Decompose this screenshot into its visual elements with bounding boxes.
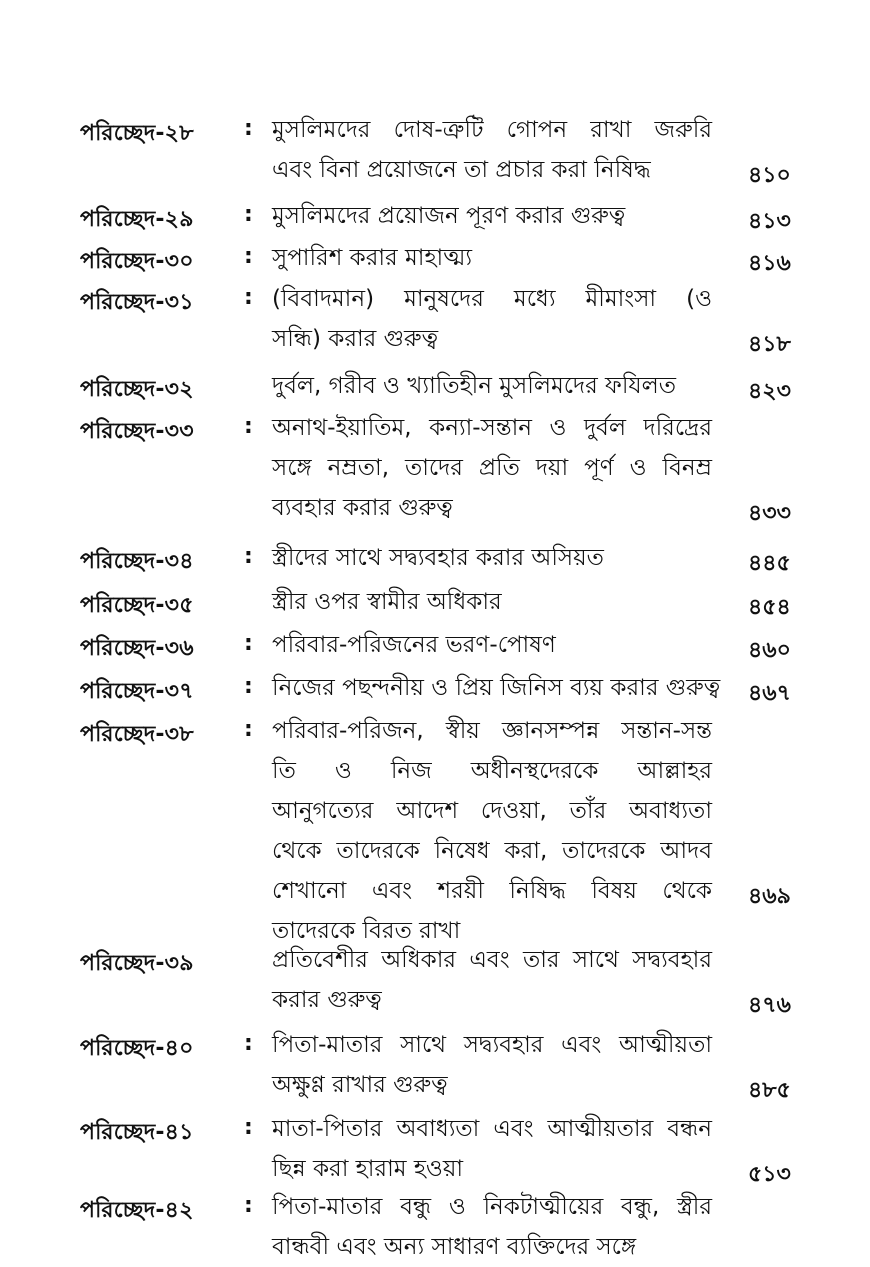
chapter-label: পরিচ্ছেদ-৩৫ bbox=[80, 593, 194, 618]
chapter-label: পরিচ্ছেদ-৩৪ bbox=[80, 549, 194, 574]
page-number: ৪৫৪ bbox=[748, 595, 791, 620]
chapter-title bbox=[272, 1025, 712, 1105]
chapter-title-line: (বিবাদমান) মানুষদের মধ্যে মীমাংসা (ও bbox=[272, 286, 712, 312]
chapter-title bbox=[272, 668, 721, 708]
separator-colon: : bbox=[244, 244, 253, 269]
chapter-title-line: করার গুরুত্ব bbox=[272, 987, 382, 1013]
chapter-title-line: নিজের পছন্দনীয় ও প্রিয় জিনিস ব্যয় করার গুরুত্ব bbox=[272, 675, 721, 701]
chapter-title-line: পিতা-মাতার বন্ধু ও নিকটাত্মীয়ের বন্ধু, স্ত্রীর bbox=[272, 1194, 712, 1220]
chapter-title bbox=[272, 625, 712, 665]
chapter-title-line: স্ত্রীর ওপর স্বামীর অধিকার bbox=[272, 589, 502, 615]
chapter-title-line: অনাথ-ইয়াতিম, কন্যা-সন্তান ও দুর্বল দরিদ্রের bbox=[272, 415, 712, 441]
chapter-title-line: বান্ধবী এবং অন্য সাধারণ ব্যক্তিদের সঙ্গে bbox=[272, 1234, 637, 1260]
page-number: ৪৮৫ bbox=[748, 1078, 791, 1103]
separator-colon: : bbox=[244, 631, 253, 656]
page-number: ৪৭৬ bbox=[748, 993, 791, 1018]
chapter-title-line: অক্ষুণ্ণ রাখার গুরুত্ব bbox=[272, 1072, 448, 1098]
chapter-title-line: সঙ্গে নম্রতা, তাদের প্রতি দয়া পূর্ণ ও বিনম্র bbox=[272, 455, 712, 481]
chapter-title bbox=[272, 538, 712, 578]
chapter-title-line: দুর্বল, গরীব ও খ্যাতিহীন মুসলিমদের ফযিলত bbox=[272, 373, 677, 399]
chapter-title bbox=[272, 1187, 712, 1267]
separator-colon: : bbox=[244, 414, 253, 439]
separator-colon: : bbox=[244, 674, 253, 699]
chapter-title-line: মাতা-পিতার অবাধ্যতা এবং আত্মীয়তার বন্ধন bbox=[272, 1116, 712, 1142]
chapter-title-line: থেকে তাদেরকে নিষেধ করা, তাদেরকে আদব bbox=[272, 838, 712, 864]
chapter-label: পরিচ্ছেদ-৩০ bbox=[80, 249, 194, 274]
chapter-title-line: তি ও নিজ অধীনস্থদেরকে আল্লাহর bbox=[272, 758, 712, 784]
chapter-label: পরিচ্ছেদ-২৯ bbox=[80, 207, 194, 232]
chapter-title-line: সন্ধি) করার গুরুত্ব bbox=[272, 326, 439, 352]
chapter-title-line: মুসলিমদের দোষ-ত্রুটি গোপন রাখা জরুরি bbox=[272, 117, 712, 143]
chapter-title-line: তাদেরকে বিরত রাখা bbox=[272, 918, 461, 944]
chapter-label: পরিচ্ছেদ-৪২ bbox=[80, 1198, 194, 1223]
separator-colon: : bbox=[244, 1193, 253, 1218]
chapter-label: পরিচ্ছেদ-৪০ bbox=[80, 1036, 194, 1061]
separator-colon: : bbox=[244, 1031, 253, 1056]
chapter-title bbox=[272, 196, 712, 236]
chapter-label: পরিচ্ছেদ-৩৭ bbox=[80, 679, 194, 704]
chapter-title-line: আনুগত্যের আদেশ দেওয়া, তাঁর অবাধ্যতা bbox=[272, 798, 712, 824]
separator-colon: : bbox=[244, 202, 253, 227]
chapter-title bbox=[272, 279, 712, 359]
separator-colon: : bbox=[244, 285, 253, 310]
chapter-title bbox=[272, 238, 712, 278]
page-number: ৪১৬ bbox=[748, 251, 791, 276]
chapter-title bbox=[272, 1109, 712, 1189]
chapter-title bbox=[272, 408, 712, 528]
chapter-title-line: পিতা-মাতার সাথে সদ্ব্যবহার এবং আত্মীয়তা bbox=[272, 1032, 712, 1058]
page-number: ৪৩৩ bbox=[748, 501, 791, 526]
page-number: ৪১৩ bbox=[748, 209, 791, 234]
chapter-label: পরিচ্ছেদ-৩৮ bbox=[80, 722, 194, 747]
chapter-title-line: স্ত্রীদের সাথে সদ্ব্যবহার করার অসিয়ত bbox=[272, 545, 604, 571]
chapter-title-line: শেখানো এবং শরয়ী নিষিদ্ধ বিষয় থেকে bbox=[272, 878, 712, 904]
chapter-title bbox=[272, 582, 712, 622]
chapter-label: পরিচ্ছেদ-৩৩ bbox=[80, 419, 194, 444]
page-number: ৪৬৯ bbox=[748, 884, 791, 909]
chapter-label: পরিচ্ছেদ-৪১ bbox=[80, 1120, 194, 1145]
chapter-title-line: পরিবার-পরিজন, স্বীয় জ্ঞানসম্পন্ন সন্তান-সন্ত bbox=[272, 718, 712, 744]
page-number: ৪৬০ bbox=[748, 638, 791, 663]
chapter-label: পরিচ্ছেদ-৩৬ bbox=[80, 636, 194, 661]
chapter-title bbox=[272, 110, 712, 190]
chapter-title-line: পরিবার-পরিজনের ভরণ-পোষণ bbox=[272, 632, 556, 658]
chapter-title bbox=[272, 711, 712, 951]
page-number: ৫১৩ bbox=[748, 1162, 791, 1187]
chapter-title-line: প্রতিবেশীর অধিকার এবং তার সাথে সদ্ব্যবহার bbox=[272, 947, 712, 973]
separator-colon: : bbox=[244, 116, 253, 141]
page-number: ৪১০ bbox=[748, 163, 791, 188]
chapter-title-line: সুপারিশ করার মাহাত্ম্য bbox=[272, 245, 473, 271]
chapter-label: পরিচ্ছেদ-৩৯ bbox=[80, 951, 194, 976]
chapter-title-line: এবং বিনা প্রয়োজনে তা প্রচার করা নিষিদ্ধ bbox=[272, 157, 651, 183]
chapter-title-line: ছিন্ন করা হারাম হওয়া bbox=[272, 1156, 464, 1182]
chapter-label: পরিচ্ছেদ-৩২ bbox=[80, 377, 194, 402]
chapter-title-line: ব্যবহার করার গুরুত্ব bbox=[272, 495, 453, 521]
page-number: ৪৪৫ bbox=[748, 551, 791, 576]
separator-colon: : bbox=[244, 544, 253, 569]
chapter-label: পরিচ্ছেদ-২৮ bbox=[80, 121, 194, 146]
page-number: ৪৬৭ bbox=[748, 681, 791, 706]
chapter-title bbox=[272, 366, 712, 406]
chapter-title-line: মুসলিমদের প্রয়োজন পূরণ করার গুরুত্ব bbox=[272, 203, 626, 229]
chapter-label: পরিচ্ছেদ-৩১ bbox=[80, 290, 194, 315]
separator-colon: : bbox=[244, 1115, 253, 1140]
page-number: ৪২৩ bbox=[748, 379, 791, 404]
chapter-title bbox=[272, 940, 712, 1020]
page-number: ৪১৮ bbox=[748, 332, 791, 357]
separator-colon: : bbox=[244, 717, 253, 742]
